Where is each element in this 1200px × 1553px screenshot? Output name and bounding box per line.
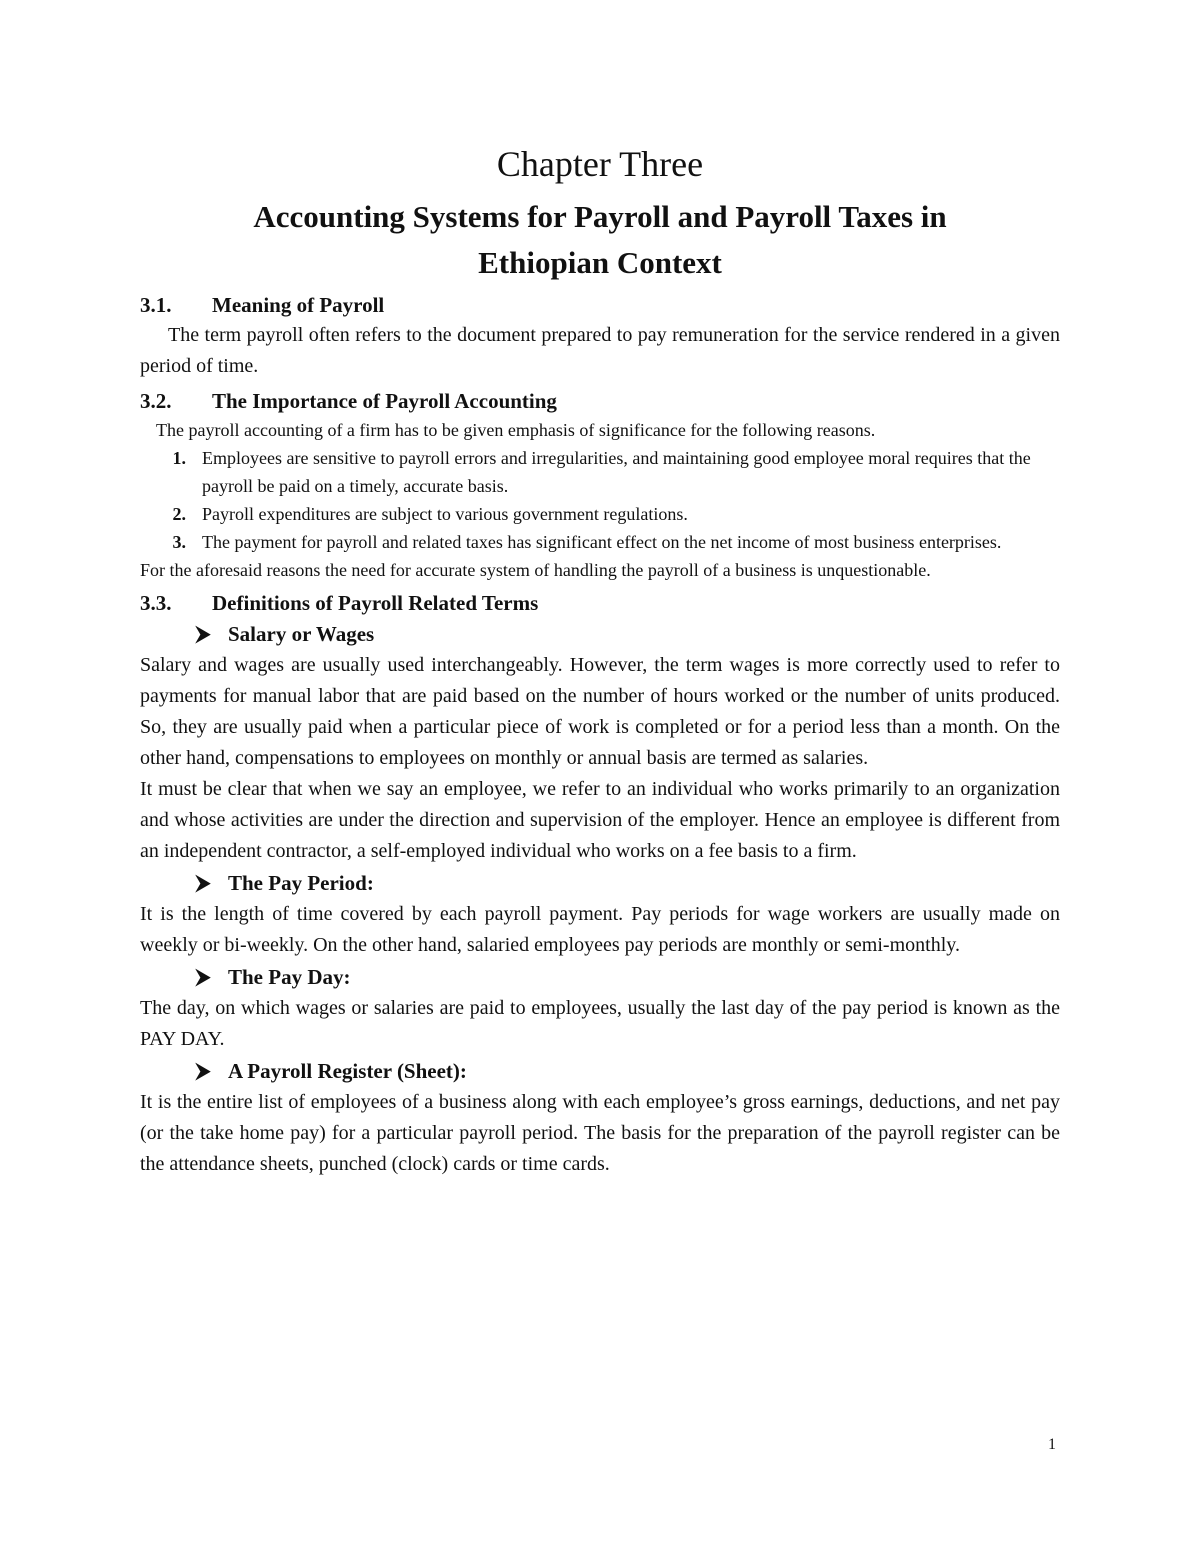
chapter-subtitle-line-1: Accounting Systems for Payroll and Payroll Taxes in	[253, 199, 947, 234]
meaning-of-payroll-paragraph: The term payroll often refers to the document prepared to pay remuneration for the service rendered in a given period of time.	[140, 324, 1060, 377]
payroll-register-paragraph: It is the entire list of employees of a business along with each employee’s gross earnings, deductions, and net pay (or the take home pay) for a particular payroll period. The basis for the preparation of the payroll register can be the attendance sheets, punched (clock) cards or time cards.	[140, 1091, 1060, 1175]
section-heading-3-1	[140, 290, 1060, 320]
salary-wages-paragraph-2: It must be clear that when we say an employee, we refer to an individual who works primarily to an organization and whose activities are under the direction and supervision of the employer. Hence an employee is different from an independent contractor, a self-employed individual who works on a fee basis to a firm.	[140, 778, 1060, 862]
chapter-title: Chapter Three	[496, 144, 704, 184]
pay-day-paragraph: The day, on which wages or salaries are paid to employees, usually the last day of the pay period is known as the PAY DAY.	[140, 997, 1060, 1050]
importance-intro-paragraph: The payroll accounting of a firm has to be given emphasis of significance for the following reasons.	[156, 420, 876, 440]
pay-period-paragraph: It is the length of time covered by each payroll payment. Pay periods for wage workers are usually made on weekly or bi-weekly. On the other hand, salaried employees pay periods are monthly or semi-monthly.	[140, 903, 1060, 956]
list-item-text: Payroll expenditures are subject to various government regulations.	[202, 504, 688, 524]
list-item-number: 2.	[172, 504, 186, 524]
section-number: 3.2.	[140, 389, 172, 413]
term-heading-pay-period	[140, 867, 1060, 899]
chapter-subtitle	[140, 194, 1060, 286]
section-title: The Importance of Payroll Accounting	[212, 389, 557, 413]
section-number: 3.3.	[140, 591, 172, 615]
term-title: The Pay Period:	[228, 871, 374, 895]
term-heading-pay-day	[140, 961, 1060, 993]
section-title: Definitions of Payroll Related Terms	[212, 591, 539, 615]
term-heading-salary-or-wages	[140, 618, 1060, 650]
section-title: Meaning of Payroll	[212, 293, 385, 317]
list-item-number: 1.	[172, 448, 186, 468]
list-item-text: Employees are sensitive to payroll errors and irregularities, and maintaining good employee moral requires that the payroll be paid on a timely, accurate basis.	[202, 448, 1031, 496]
arrowhead-bullet-icon: ⮞	[196, 872, 211, 894]
section-number: 3.1.	[140, 293, 172, 317]
arrowhead-bullet-icon: ⮞	[196, 623, 211, 645]
salary-wages-paragraph-1: Salary and wages are usually used interchangeably. However, the term wages is more correctly used to refer to payments for manual labor that are paid based on the number of hours worked or the number of units produced. So, they are usually paid when a particular piece of work is completed or for a period less than a month. On the other hand, compensations to employees on monthly or annual basis are termed as salaries.	[140, 654, 1060, 769]
list-item-text: The payment for payroll and related taxes has significant effect on the net income of most business enterprises.	[202, 532, 1002, 552]
importance-conclusion-paragraph: For the aforesaid reasons the need for accurate system of handling the payroll of a business is unquestionable.	[140, 560, 931, 580]
list-item-number: 3.	[172, 532, 186, 552]
list-item	[140, 528, 1060, 556]
list-item	[140, 444, 1060, 500]
section-heading-3-2	[140, 386, 1060, 416]
term-title: A Payroll Register (Sheet):	[228, 1059, 467, 1083]
page-number: 1	[1048, 1436, 1056, 1453]
chapter-subtitle-line-2: Ethiopian Context	[478, 245, 722, 280]
list-item	[140, 500, 1060, 528]
document-page	[140, 140, 1060, 1180]
arrowhead-bullet-icon: ⮞	[196, 1060, 211, 1082]
term-title: The Pay Day:	[228, 965, 351, 989]
term-title: Salary or Wages	[228, 622, 375, 646]
section-heading-3-3	[140, 588, 1060, 618]
term-heading-payroll-register	[140, 1055, 1060, 1087]
arrowhead-bullet-icon: ⮞	[196, 966, 211, 988]
reasons-list	[140, 444, 1060, 556]
